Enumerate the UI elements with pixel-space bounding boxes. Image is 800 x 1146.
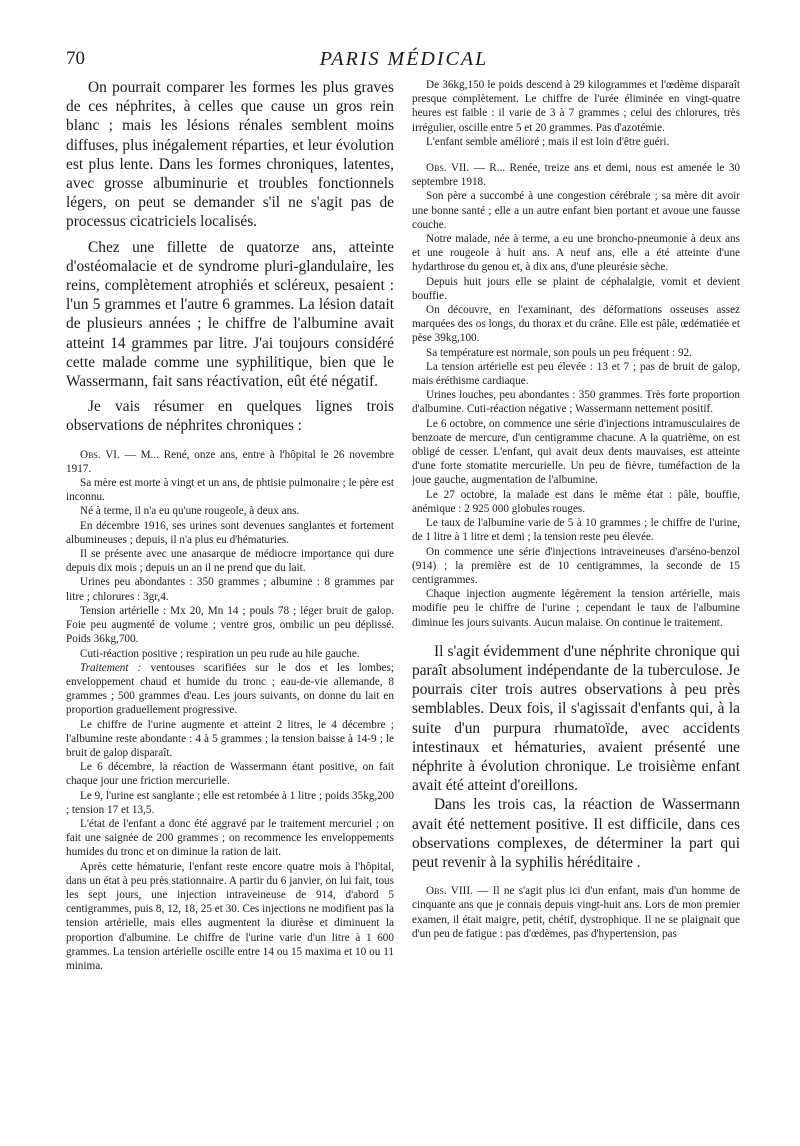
observation-paragraph: Urines louches, peu abondantes : 350 grammes. Très forte proportion d'albumine. Cuti-réaction négative ; Wassermann nettement positif. bbox=[412, 389, 740, 416]
observation-heading: Obs. VII. bbox=[426, 162, 470, 175]
observation-paragraph: Cuti-réaction positive ; respiration un peu rude au hile gauche. bbox=[80, 647, 360, 660]
body-paragraph: On pourrait comparer les formes les plus graves de ces néphrites, à celles que cause un gros rein blanc ; mais les lésions rénales semblent moins diffuses, plus inégalement réparties, et leur évolution est plus lente. Dans les formes chroniques, latentes, avec grosse albuminurie et troubles fonctionnels légers, on peut se demander s'il ne s'agit pas de processus cicatriciels localisés. bbox=[66, 79, 394, 231]
treatment-text: ventouses scarifiées sur le dos et les lombes; enveloppement chaud et humide du tronc ; eau-de-vie allemande, 8 grammes ; 500 grammes d'eau. Les jours suivants, on donne du lait en proportion graduellement progressive. bbox=[66, 661, 394, 717]
observation-paragraph: Le taux de l'albumine varie de 5 à 10 grammes ; le chiffre de l'urine, de 1 litre à 1 litre et demi ; la tension reste peu élevée. bbox=[412, 517, 740, 544]
observation-paragraph: L'enfant semble amélioré ; mais il est loin d'être guéri. bbox=[426, 135, 670, 148]
body-paragraph: Chez une fillette de quatorze ans, atteinte d'ostéomalacie et de syndrome pluri-glandulaire, les reins, complètement atrophiés et scléreux, pesaient : l'un 5 grammes et l'autre 6 grammes. La lésion datait de plusieurs années ; le chiffre de l'albumine avait atteint 14 grammes par litre. J'ai toujours considéré cette malade comme une syphilitique, bien que le Wassermann, fait sans réactivation, eût été négatif. bbox=[66, 238, 394, 391]
observation-text: — Il ne s'agit plus ici d'un enfant, mais d'un homme de cinquante ans que je connais depuis vingt-huit ans. Lors de mon premier examen, il était maigre, petit, chétif, dystrophique. Il ne se plaignait que d'un peu de fatigue : pas d'œdèmes, pas d'hypertension, pas bbox=[412, 885, 740, 940]
treatment-label: Traitement : bbox=[80, 661, 142, 674]
observation-paragraph: Le 6 décembre, la réaction de Wassermann étant positive, on fait chaque jour une friction mercurielle. bbox=[66, 761, 394, 788]
observation-paragraph: Il se présente avec une anasarque de médiocre importance qui dure depuis dix mois ; depuis un an il ne prend que du lait. bbox=[66, 548, 394, 575]
observation-paragraph: Sa température est normale, son pouls un peu fréquent : 92. bbox=[426, 346, 692, 359]
observation-6-intro bbox=[66, 448, 394, 476]
observation-paragraph: Tension artérielle : Mx 20, Mn 14 ; pouls 78 ; léger bruit de galop. Foie peu augmenté de volume ; ventre gros, ombilic un peu déplissé. Poids 36kg,700. bbox=[66, 604, 394, 646]
observation-7-intro bbox=[412, 161, 740, 189]
observation-paragraph: De 36kg,150 le poids descend à 29 kilogrammes et l'œdème disparaît presque complètement. Le chiffre de l'urée éliminée en vingt-quatre heures est faible : il varie de 3 à 7 grammes ; celui des chlorures, très irrégulier, oscille entre 5 et 20 grammes. Pas d'azotémie. bbox=[412, 79, 740, 134]
page-number: 70 bbox=[66, 48, 85, 69]
observation-paragraph: Le 9, l'urine est sanglante ; elle est retombée à 1 litre ; poids 35kg,200 ; tension 17 et 13,5. bbox=[66, 789, 394, 816]
observation-paragraph: On commence une série d'injections intraveineuses d'arséno-benzol (914) ; la première est de 10 centigrammes, la seconde de 15 centigrammes. bbox=[412, 545, 740, 586]
observation-paragraph: Sa mère est morte à vingt et un ans, de phtisie pulmonaire ; le père est inconnu. bbox=[66, 477, 394, 504]
treatment-paragraph bbox=[66, 661, 394, 718]
observation-paragraph: Notre malade, née à terme, a eu une broncho-pneumonie à deux ans et une rougeole à huit ans. A neuf ans, elle a été atteinte d'une hydarthrose du genou et, à dix ans, d'une pleurésie sèche. bbox=[412, 233, 740, 274]
observation-paragraph: Né à terme, il n'a eu qu'une rougeole, à deux ans. bbox=[80, 505, 300, 518]
observation-text: — R... Renée, treize ans et demi, nous est amenée le 30 septembre 1918. bbox=[412, 162, 740, 189]
observation-paragraph: Chaque injection augmente légèrement la tension artérielle, mais modifie peu le chiffre de l'urine ; cependant le taux de l'albumine diminue les jours suivants. Aucun malaise. On continue le traitement. bbox=[412, 588, 740, 629]
observation-paragraph: Urines peu abondantes : 350 grammes ; albumine : 8 grammes par litre ; chlorures : 3gr,4. bbox=[66, 576, 394, 603]
observation-text: — M... René, onze ans, entre à l'hôpital le 26 novembre 1917. bbox=[66, 448, 394, 475]
observation-paragraph: Depuis huit jours elle se plaint de céphalalgie, vomit et devient bouffie. bbox=[412, 275, 740, 302]
observation-heading: Obs. VIII. bbox=[426, 885, 473, 898]
observation-paragraph: On découvre, en l'examinant, des déformations osseuses assez marquées des os longs, du thorax et du crâne. Elle est pâle, œdématiée et pèse 39kg,100. bbox=[412, 304, 740, 345]
discussion-paragraph: Dans les trois cas, la réaction de Wassermann avait été nettement positive. Il est difficile, dans ces observations complexes, de déterminer la part qui peut revenir à la syphilis héréditaire . bbox=[412, 796, 740, 871]
observation-paragraph: En décembre 1916, ses urines sont devenues sanglantes et fortement albumineuses ; depuis, il n'a plus eu d'hématuries. bbox=[66, 519, 394, 546]
observation-paragraph: Son père a succombé à une congestion cérébrale ; sa mère dit avoir une bonne santé ; elle a un autre enfant bien portant et avoue une fausse couche. bbox=[412, 190, 740, 231]
body-paragraph: Je vais résumer en quelques lignes trois observations de néphrites chroniques : bbox=[66, 398, 394, 435]
observation-heading: Obs. VI. bbox=[80, 448, 120, 461]
right-column bbox=[412, 78, 740, 1122]
discussion-paragraph: Il s'agit évidemment d'une néphrite chronique qui paraît absolument indépendante de la tuberculose. Je pourrais citer trois autres observations à peu près semblables. Deux fois, il s'agissait d'enfants qui, à la suite d'un purpura rhumatoïde, avec accidents intestinaux et hématuries, avaient présenté une néphrite à évolution chronique. Le troisième enfant avait été atteint d'oreillons. bbox=[412, 642, 740, 795]
left-column bbox=[66, 78, 394, 1122]
observation-paragraph: Le chiffre de l'urine augmente et atteint 2 litres, le 4 décembre ; l'albumine reste abondante : 4 à 5 grammes ; la tension baisse à 14-9 ; le bruit de galop disparaît. bbox=[66, 718, 394, 759]
observation-paragraph: L'état de l'enfant a donc été aggravé par le traitement mercuriel ; on fait une saignée de 200 grammes ; on recommence les enveloppements humides du tronc et on diminue la ration de lait. bbox=[66, 817, 394, 859]
observation-8-intro bbox=[412, 884, 740, 941]
observation-paragraph: Le 27 octobre, la malade est dans le même état : pâle, bouffie, anémique : 2 925 000 globules rouges. bbox=[412, 488, 740, 515]
observation-paragraph: La tension artérielle est peu élevée : 13 et 7 ; pas de bruit de galop, mais éréthisme cardiaque. bbox=[412, 360, 740, 388]
observation-paragraph: Le 6 octobre, on commence une série d'injections intramusculaires de benzoate de mercure, d'un centigramme chacune. A la quatrième, on est obligé de cesser. L'enfant, qui avait deux dents mauvaises, est atteinte d'une forte stomatite mercurielle. Un peu de fièvre, tuméfaction de la joue gauche, augmentation de l'albumine. bbox=[412, 417, 740, 487]
journal-title: PARIS MÉDICAL bbox=[319, 48, 489, 70]
running-head bbox=[66, 48, 742, 78]
observation-paragraph: Après cette hématurie, l'enfant reste encore quatre mois à l'hôpital, dans un état à peu près stationnaire. A partir du 6 janvier, on lui fait, tous les sept jours, une injection intraveineuse de 914, d'abord 5 centigrammes, puis 8, 12, 18, 25 et 30. Ces injections ne modifient pas la tension artérielle, mais elles augmentent la diurèse et diminuent la proportion d'albumine. Le chiffre de l'urine varie d'un litre à 1 600 grammes. La tension artérielle oscille entre 14 ou 15 maxima et 10 ou 11 minima. bbox=[66, 860, 394, 972]
